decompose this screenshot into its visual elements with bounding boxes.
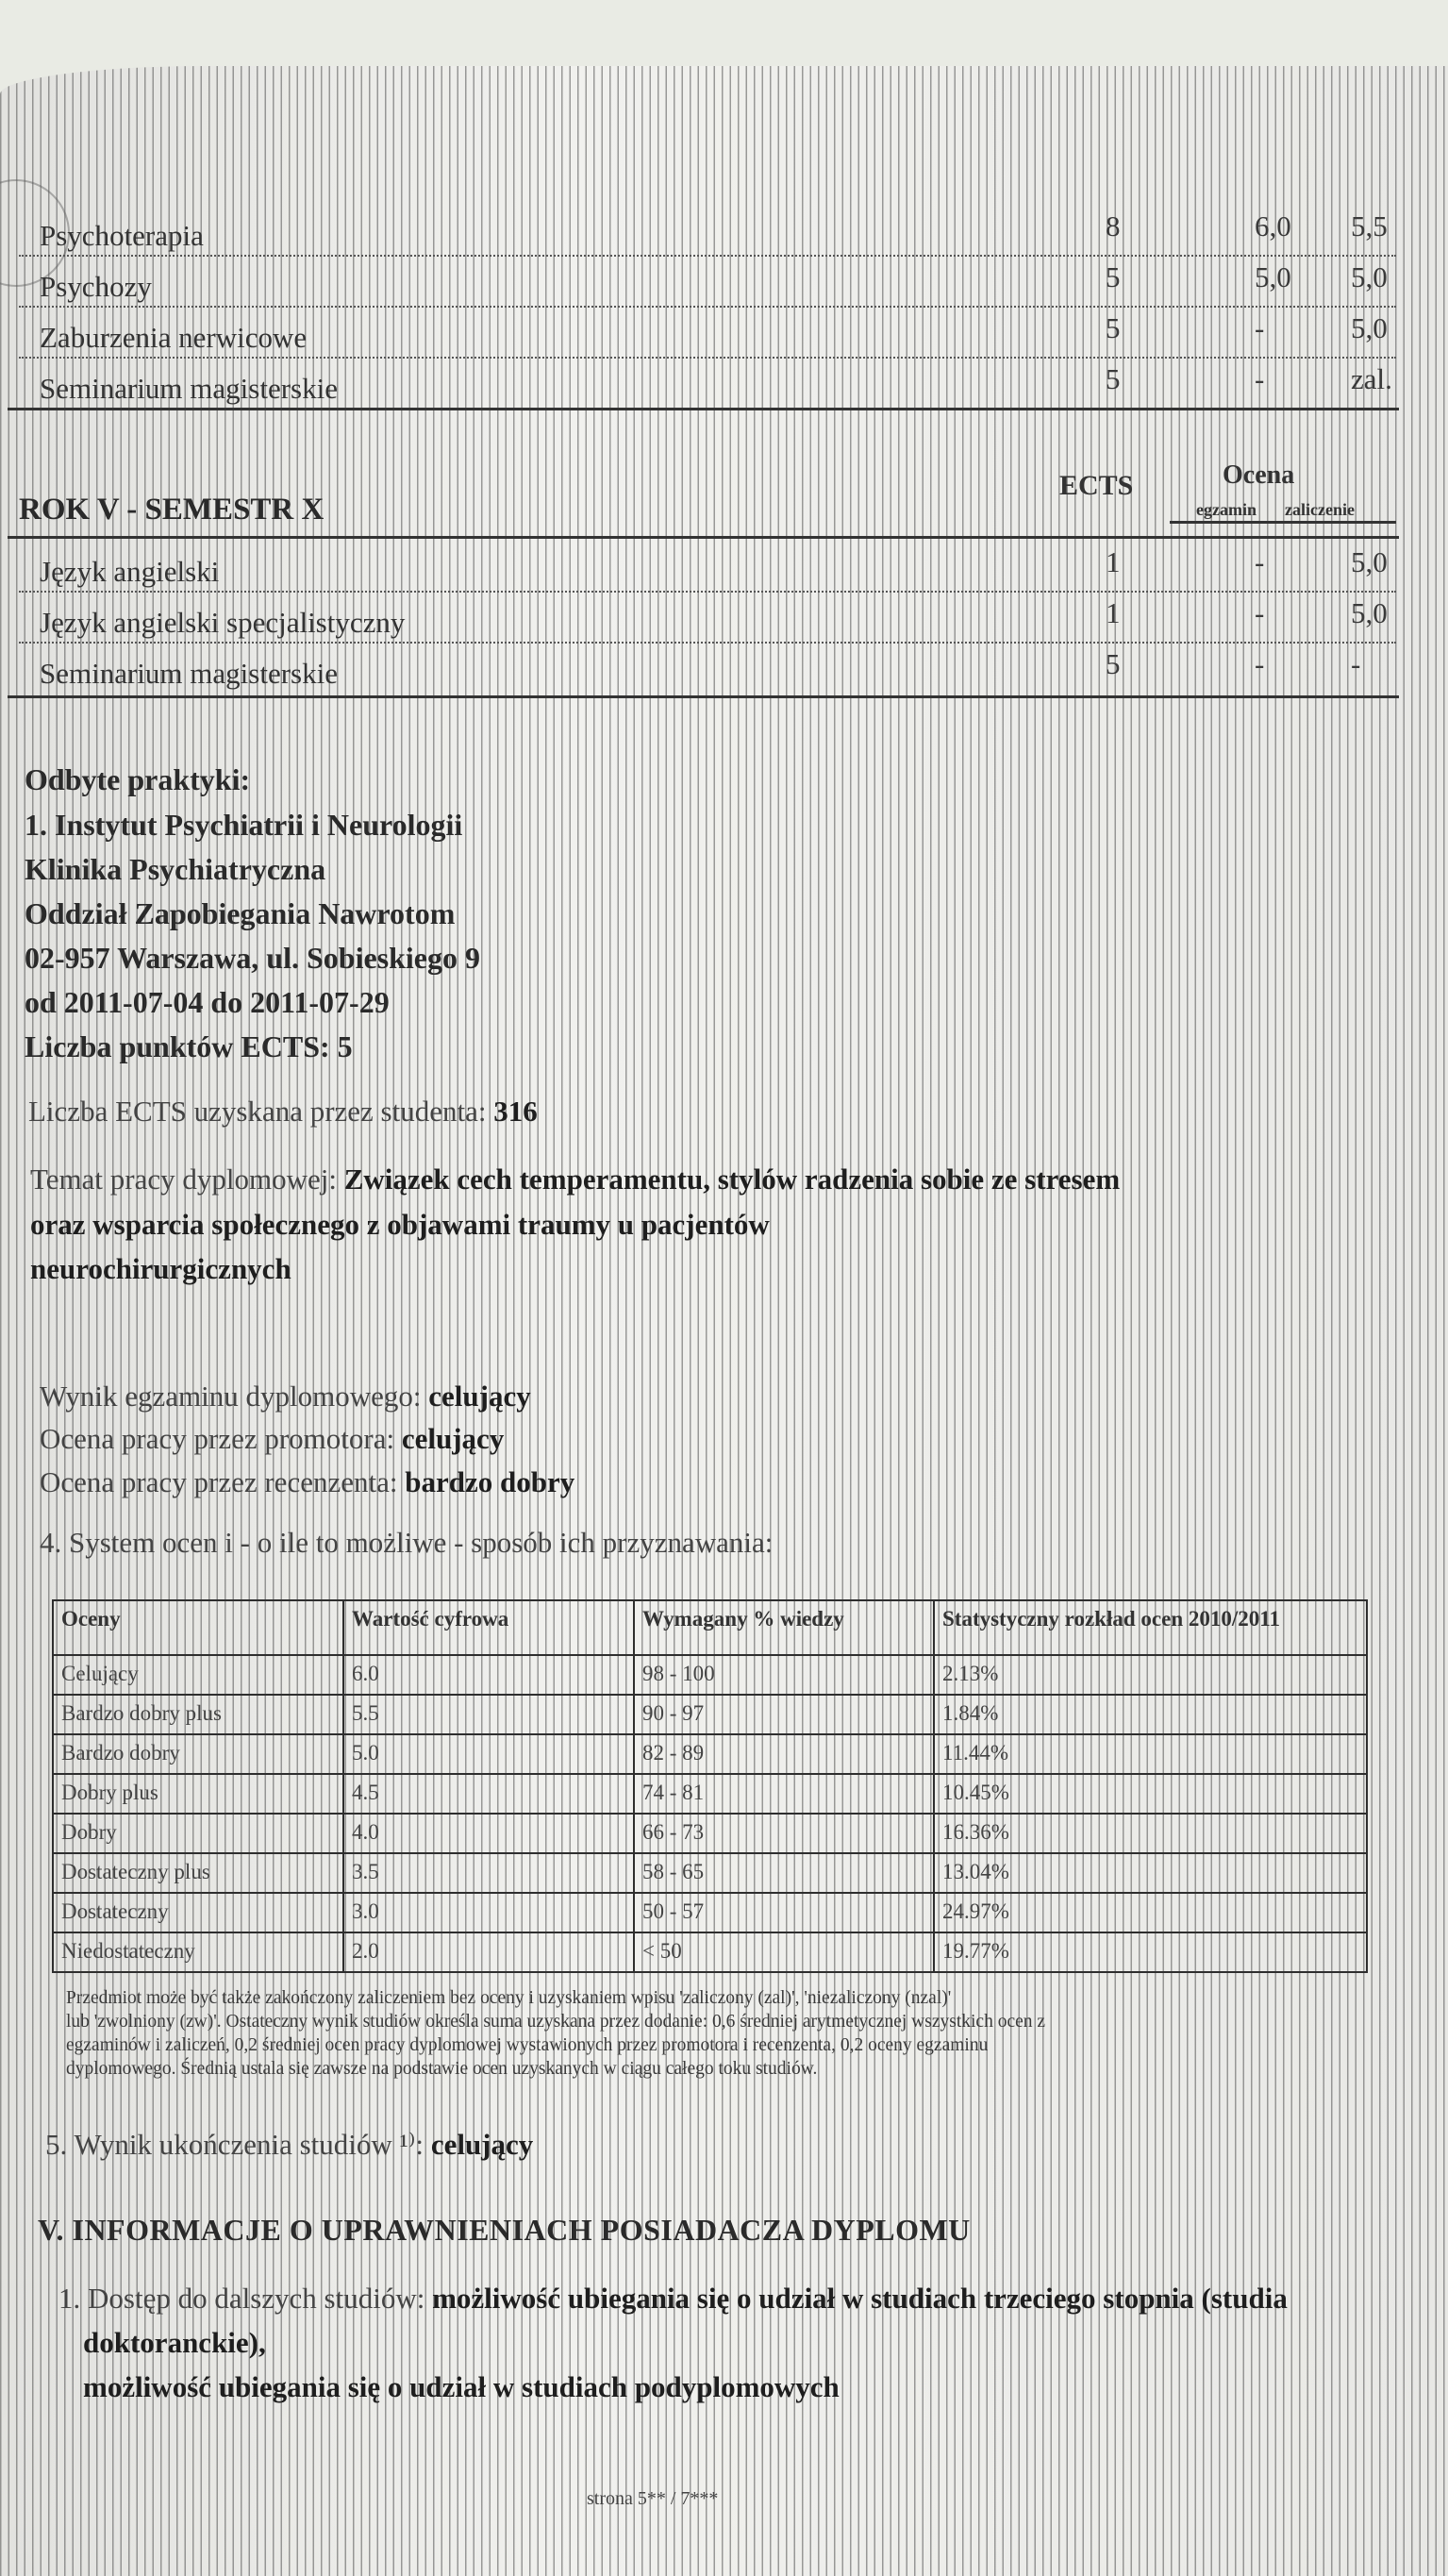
course-ects: 5 <box>1106 362 1121 395</box>
grade-range: 74 - 81 <box>634 1774 934 1814</box>
ects-total-value: 316 <box>493 1095 538 1128</box>
course-row <box>19 257 1396 308</box>
internship-line: Oddział Zapobiegania Nawrotom <box>25 896 456 930</box>
document-page <box>0 66 1448 2576</box>
grade-range: 82 - 89 <box>634 1734 934 1774</box>
table-row <box>53 1893 1367 1932</box>
further-studies-value: możliwość ubiegania się o udział w studiach podyplomowych <box>83 2370 840 2403</box>
internship-line: 1. Instytut Psychiatrii i Neurologii <box>25 808 463 842</box>
final-result-label: 5. Wynik ukończenia studiów ¹⁾: <box>45 2128 431 2161</box>
grade-name: Celujący <box>53 1655 343 1695</box>
result-value: celujący <box>428 1380 531 1413</box>
internships-heading: Odbyte praktyki: <box>25 762 251 796</box>
internship-line: od 2011-07-04 do 2011-07-29 <box>25 985 390 1019</box>
column-header: Statystyczny rozkład ocen 2010/2011 <box>934 1600 1367 1655</box>
course-row <box>19 359 1396 410</box>
thesis-title-line1: Związek cech temperamentu, stylów radzenia sobie ze stresem <box>343 1163 1121 1196</box>
grade-value: 5.0 <box>343 1734 634 1774</box>
course-pass-grade: 5,0 <box>1351 596 1388 629</box>
course-exam-grade: - <box>1255 362 1265 395</box>
column-header-ects: ECTS <box>1059 470 1134 501</box>
course-ects: 5 <box>1106 647 1121 680</box>
course-exam-grade: 5,0 <box>1255 260 1291 293</box>
reviewer-grade <box>40 1465 574 1499</box>
result-value: celujący <box>401 1422 505 1455</box>
column-header: Wartość cyfrowa <box>343 1600 634 1655</box>
course-exam-grade: - <box>1255 545 1265 578</box>
course-ects: 5 <box>1106 260 1121 293</box>
table-row <box>53 1932 1367 1972</box>
note-line: Przedmiot może być także zakończony zaliczeniem bez oceny i uzyskaniem wpisu 'zaliczony (zal)', 'niezaliczony (nzal)' <box>66 1988 952 2008</box>
column-header-ocena: Ocena <box>1223 460 1295 490</box>
header-underline <box>1170 521 1396 524</box>
column-header-egzamin: egzamin <box>1196 500 1257 519</box>
table-row <box>53 1695 1367 1734</box>
final-result-value: celujący <box>430 2128 534 2161</box>
grade-value: 5.5 <box>343 1695 634 1734</box>
course-ects: 1 <box>1106 545 1121 578</box>
course-row <box>19 206 1396 257</box>
grade-name: Bardzo dobry plus <box>53 1695 343 1734</box>
ects-total <box>28 1095 538 1129</box>
grade-distribution: 19.77% <box>934 1932 1367 1972</box>
course-name: Seminarium magisterskie <box>40 657 338 690</box>
grade-value: 6.0 <box>343 1655 634 1695</box>
result-value: bardzo dobry <box>405 1465 575 1498</box>
grade-range: < 50 <box>634 1932 934 1972</box>
further-studies-label: 1. Dostęp do dalszych studiów: <box>58 2282 433 2315</box>
course-name: Psychoterapia <box>40 219 204 252</box>
table-row <box>53 1853 1367 1893</box>
grade-distribution: 16.36% <box>934 1814 1367 1853</box>
course-row <box>19 593 1396 644</box>
course-pass-grade: zal. <box>1351 362 1392 395</box>
grade-distribution: 1.84% <box>934 1695 1367 1734</box>
further-studies-cont <box>83 2326 266 2360</box>
grade-name: Dobry <box>53 1814 343 1853</box>
thesis-title-line2: oraz wsparcia społecznego z objawami traumy u pacjentów <box>30 1208 770 1241</box>
grade-range: 90 - 97 <box>634 1695 934 1734</box>
grade-name: Dobry plus <box>53 1774 343 1814</box>
result-label: Ocena pracy przez recenzenta: <box>40 1465 406 1498</box>
course-exam-grade: 6,0 <box>1255 209 1291 243</box>
section-v-heading: V. INFORMACJE O UPRAWNIENIACH POSIADACZA DYPLOMU <box>38 2213 971 2247</box>
table-row <box>53 1655 1367 1695</box>
grade-distribution: 24.97% <box>934 1893 1367 1932</box>
table-row <box>53 1774 1367 1814</box>
page-number: strona 5** / 7*** <box>587 2488 719 2509</box>
column-header-zaliczenie: zaliczenie <box>1285 500 1355 519</box>
thesis-topic <box>30 1163 1120 1196</box>
grade-range: 58 - 65 <box>634 1853 934 1893</box>
table-header-row <box>53 1600 1367 1655</box>
grade-value: 3.0 <box>343 1893 634 1932</box>
course-row <box>19 542 1396 593</box>
diploma-exam-result <box>40 1380 531 1413</box>
course-row <box>19 308 1396 359</box>
grade-name: Dostateczny <box>53 1893 343 1932</box>
further-studies-value: możliwość ubiegania się o udział w studiach trzeciego stopnia (studia <box>432 2282 1288 2315</box>
course-row <box>19 644 1396 694</box>
further-studies-value: doktoranckie), <box>83 2326 266 2359</box>
thesis-title-line3: neurochirurgicznych <box>30 1252 291 1285</box>
ects-total-label: Liczba ECTS uzyskana przez studenta: <box>28 1095 494 1128</box>
column-header: Oceny <box>53 1600 343 1655</box>
course-name: Język angielski specjalistyczny <box>40 606 406 639</box>
section-divider <box>8 408 1399 410</box>
course-pass-grade: 5,0 <box>1351 260 1388 293</box>
further-studies-access <box>58 2282 1288 2316</box>
course-name: Język angielski <box>40 555 220 588</box>
course-ects: 1 <box>1106 596 1121 629</box>
table-row <box>53 1814 1367 1853</box>
course-ects: 8 <box>1106 209 1121 243</box>
grade-distribution: 13.04% <box>934 1853 1367 1893</box>
grade-value: 4.0 <box>343 1814 634 1853</box>
grade-value: 3.5 <box>343 1853 634 1893</box>
grade-name: Dostateczny plus <box>53 1853 343 1893</box>
final-result <box>45 2128 533 2162</box>
grade-name: Niedostateczny <box>53 1932 343 1972</box>
course-ects: 5 <box>1106 311 1121 344</box>
column-header: Wymagany % wiedzy <box>634 1600 934 1655</box>
grade-value: 4.5 <box>343 1774 634 1814</box>
course-name: Seminarium magisterskie <box>40 372 338 405</box>
note-line: dyplomowego. Średnią ustala się zawsze na podstawie ocen uzyskanych w ciągu całego toku studiów. <box>66 2059 818 2079</box>
internship-line: 02-957 Warszawa, ul. Sobieskiego 9 <box>25 941 480 975</box>
further-studies-cont <box>83 2370 840 2404</box>
course-pass-grade: - <box>1351 647 1361 680</box>
course-pass-grade: 5,0 <box>1351 311 1388 344</box>
course-pass-grade: 5,5 <box>1351 209 1388 243</box>
grading-system-heading: 4. System ocen i - o ile to możliwe - sposób ich przyznawania: <box>40 1526 774 1559</box>
note-line: egzaminów i zaliczeń, 0,2 średniej ocen pracy dyplomowej wystawionych przez promotora i recenzenta, 0,2 oceny egzaminu <box>66 2035 989 2055</box>
thesis-topic-cont <box>30 1208 770 1242</box>
result-label: Wynik egzaminu dyplomowego: <box>40 1380 429 1413</box>
grade-range: 98 - 100 <box>634 1655 934 1695</box>
course-name: Zaburzenia nerwicowe <box>40 321 308 354</box>
grade-distribution: 10.45% <box>934 1774 1367 1814</box>
internship-ects: Liczba punktów ECTS: 5 <box>25 1029 353 1063</box>
course-exam-grade: - <box>1255 311 1265 344</box>
thesis-topic-cont <box>30 1252 291 1286</box>
grade-distribution: 11.44% <box>934 1734 1367 1774</box>
result-label: Ocena pracy przez promotora: <box>40 1422 402 1455</box>
internship-line: Klinika Psychiatryczna <box>25 852 326 886</box>
course-pass-grade: 5,0 <box>1351 545 1388 578</box>
thesis-label: Temat pracy dyplomowej: <box>30 1163 344 1196</box>
course-exam-grade: - <box>1255 647 1265 680</box>
grade-distribution: 2.13% <box>934 1655 1367 1695</box>
course-exam-grade: - <box>1255 596 1265 629</box>
section-divider <box>8 695 1399 698</box>
grading-note <box>66 1986 1321 2081</box>
course-name: Psychozy <box>40 270 152 303</box>
semester-header-divider <box>8 536 1399 539</box>
grade-range: 50 - 57 <box>634 1893 934 1932</box>
table-row <box>53 1734 1367 1774</box>
grade-value: 2.0 <box>343 1932 634 1972</box>
note-line: lub 'zwolniony (zw)'. Ostateczny wynik studiów określa suma uzyskana przez dodanie: 0,6 średniej arytmetycznej wszystkich ocen z <box>66 2012 1046 2032</box>
semester-title: ROK V - SEMESTR X <box>19 493 325 527</box>
supervisor-grade <box>40 1422 504 1456</box>
grading-table <box>52 1599 1368 1973</box>
grade-range: 66 - 73 <box>634 1814 934 1853</box>
grade-name: Bardzo dobry <box>53 1734 343 1774</box>
